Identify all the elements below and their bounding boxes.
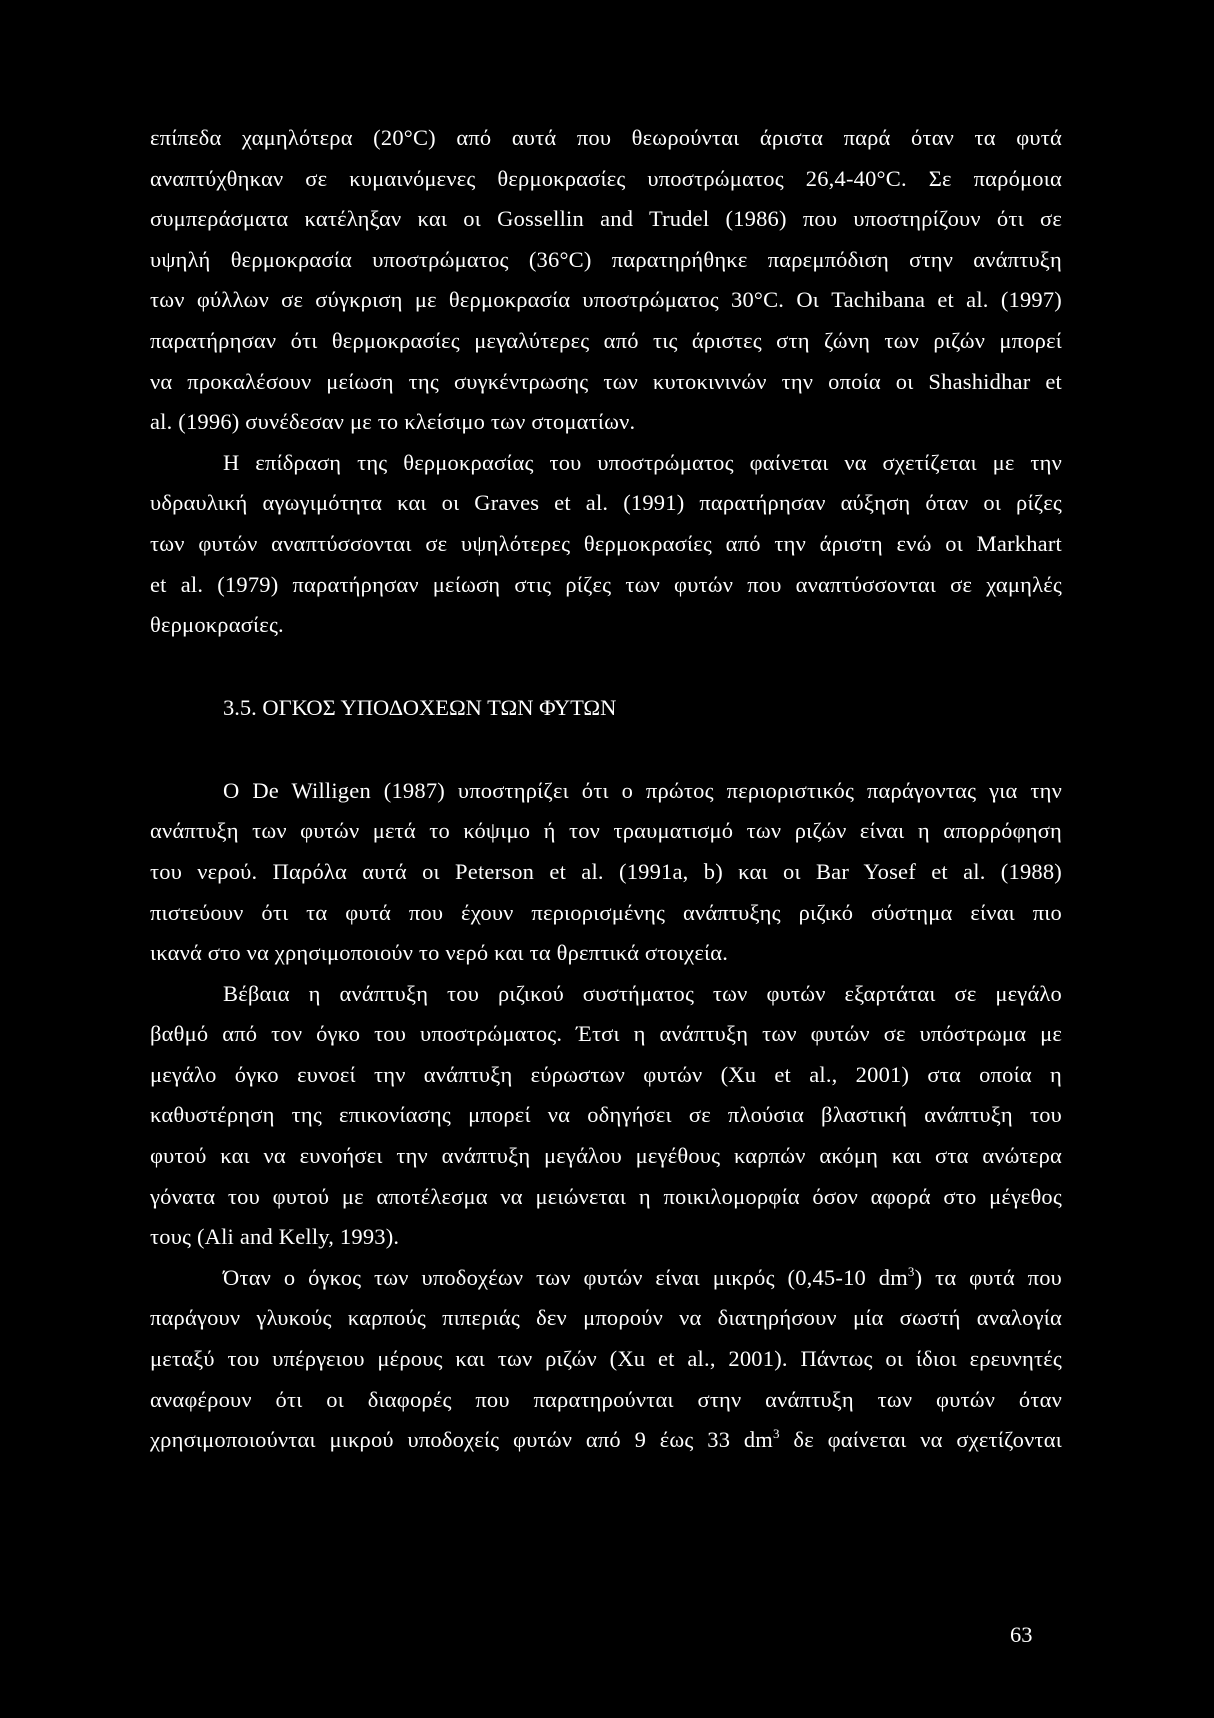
document-page [150, 118, 1062, 1461]
text-span: δε φαίνεται να σχετίζονται [779, 1427, 1062, 1453]
text-line: πιστεύουν ότι τα φυτά που έχουν περιορισμένης ανάπτυξης ριζικό σύστημα είναι πιο [150, 899, 1062, 925]
text-line [150, 1258, 1062, 1299]
section-heading: 3.5. ΟΓΚΟΣ ΥΠΟΔΟΧΕΩΝ ΤΩΝ ΦΥΤΩΝ [223, 694, 617, 720]
text-line: να προκαλέσουν μείωση της συγκέντρωσης των κυτοκινινών την οποία οι Shashidhar et [150, 368, 1062, 394]
text-line: των φυτών αναπτύσσονται σε υψηλότερες θερμοκρασίες από την άριστη ενώ οι Markhart [150, 530, 1062, 556]
text-span: χρησιμοποιούνται μικρού υποδοχείς φυτών από 9 έως 33 dm [150, 1427, 774, 1453]
superscript: 3 [907, 1263, 915, 1279]
text-line: υψηλή θερμοκρασία υποστρώματος (36°C) παρατηρήθηκε παρεμπόδιση στην ανάπτυξη [150, 246, 1062, 272]
paragraph-container-volume [150, 1258, 1062, 1461]
text-line: αναπτύχθηκαν σε κυμαινόμενες θερμοκρασίες υποστρώματος 26,4-40°C. Σε παρόμοια [150, 165, 1062, 191]
spacer [150, 646, 1062, 688]
text-line: μεταξύ του υπέργειου μέρους και των ριζών (Xu et al., 2001). Πάντως οι ίδιοι ερευνητές [150, 1346, 1062, 1372]
text-line: Βέβαια η ανάπτυξη του ριζικού συστήματος των φυτών εξαρτάται σε μεγάλο [223, 980, 1062, 1006]
text-line: βαθμό από τον όγκο του υποστρώματος. Έτσι η ανάπτυξη των φυτών σε υπόστρωμα με [150, 1021, 1062, 1047]
text-line: παράγουν γλυκούς καρπούς πιπεριάς δεν μπορούν να διατηρήσουν μία σωστή αναλογία [150, 1305, 1062, 1331]
text-line: et al. (1979) παρατήρησαν μείωση στις ρίζες των φυτών που αναπτύσσονται σε χαμηλές [150, 571, 1062, 597]
text-line: επίπεδα χαμηλότερα (20°C) από αυτά που θεωρούνται άριστα παρά όταν τα φυτά [150, 125, 1062, 150]
text-line: καθυστέρηση της επικονίασης μπορεί να οδηγήσει σε πλούσια βλαστική ανάπτυξη του [150, 1102, 1062, 1128]
text-line: τους (Ali and Kelly, 1993). [150, 1224, 400, 1250]
text-span: Όταν ο όγκος των υποδοχέων των φυτών είναι μικρός (0,45-10 dm [223, 1264, 908, 1290]
text-line: μεγάλο όγκο ευνοεί την ανάπτυξη εύρωστων φυτών (Xu et al., 2001) στα οποία η [150, 1061, 1062, 1087]
text-line: υδραυλική αγωγιμότητα και οι Graves et al. (1991) παρατήρησαν αύξηση όταν οι ρίζες [150, 490, 1062, 516]
text-line: Ο De Willigen (1987) υποστηρίζει ότι ο πρώτος περιοριστικός παράγοντας για την [223, 777, 1062, 803]
text-span: ) τα φυτά που [914, 1264, 1062, 1290]
spacer [150, 728, 1062, 771]
text-line: αναφέρουν ότι οι διαφορές που παρατηρούνται στην ανάπτυξη των φυτών όταν [150, 1386, 1062, 1412]
paragraph-de-willigen [150, 771, 1062, 974]
text-line: Η επίδραση της θερμοκρασίας του υποστρώματος φαίνεται να σχετίζεται με την [223, 449, 1062, 475]
page-number: 63 [1010, 1622, 1033, 1647]
text-line: συμπεράσματα κατέληξαν και οι Gossellin and Trudel (1986) που υποστηρίζουν ότι σε [150, 206, 1062, 232]
text-line: ανάπτυξη των φυτών μετά το κόψιμο ή τον τραυματισμό των ριζών είναι η απορρόφηση [150, 818, 1062, 844]
text-line: των φύλλων σε σύγκριση με θερμοκρασία υποστρώματος 30°C. Οι Tachibana et al. (1997) [150, 287, 1062, 313]
text-line [150, 1420, 1062, 1461]
text-line: γόνατα του φυτού με αποτέλεσμα να μειώνεται η ποικιλομορφία όσον αφορά στο μέγεθος [150, 1183, 1062, 1209]
superscript: 3 [773, 1426, 780, 1442]
paragraph-temperature-effects [150, 118, 1062, 443]
text-line: ικανά στο να χρησιμοποιούν το νερό και τα θρεπτικά στοιχεία. [150, 940, 729, 966]
text-line: al. (1996) συνέδεσαν με το κλείσιμο των στοματίων. [150, 409, 636, 435]
paragraph-root-system [150, 974, 1062, 1258]
paragraph-hydraulic-conductivity [150, 443, 1062, 646]
text-line: φυτού και να ευνοήσει την ανάπτυξη μεγάλου μεγέθους καρπών ακόμη και στα ανώτερα [150, 1143, 1062, 1169]
text-line: του νερού. Παρόλα αυτά οι Peterson et al. (1991a, b) και οι Bar Yosef et al. (1988) [150, 858, 1062, 884]
text-line: θερμοκρασίες. [150, 612, 284, 638]
text-line: παρατήρησαν ότι θερμοκρασίες μεγαλύτερες από τις άριστες στη ζώνη των ριζών μπορεί [150, 327, 1062, 353]
